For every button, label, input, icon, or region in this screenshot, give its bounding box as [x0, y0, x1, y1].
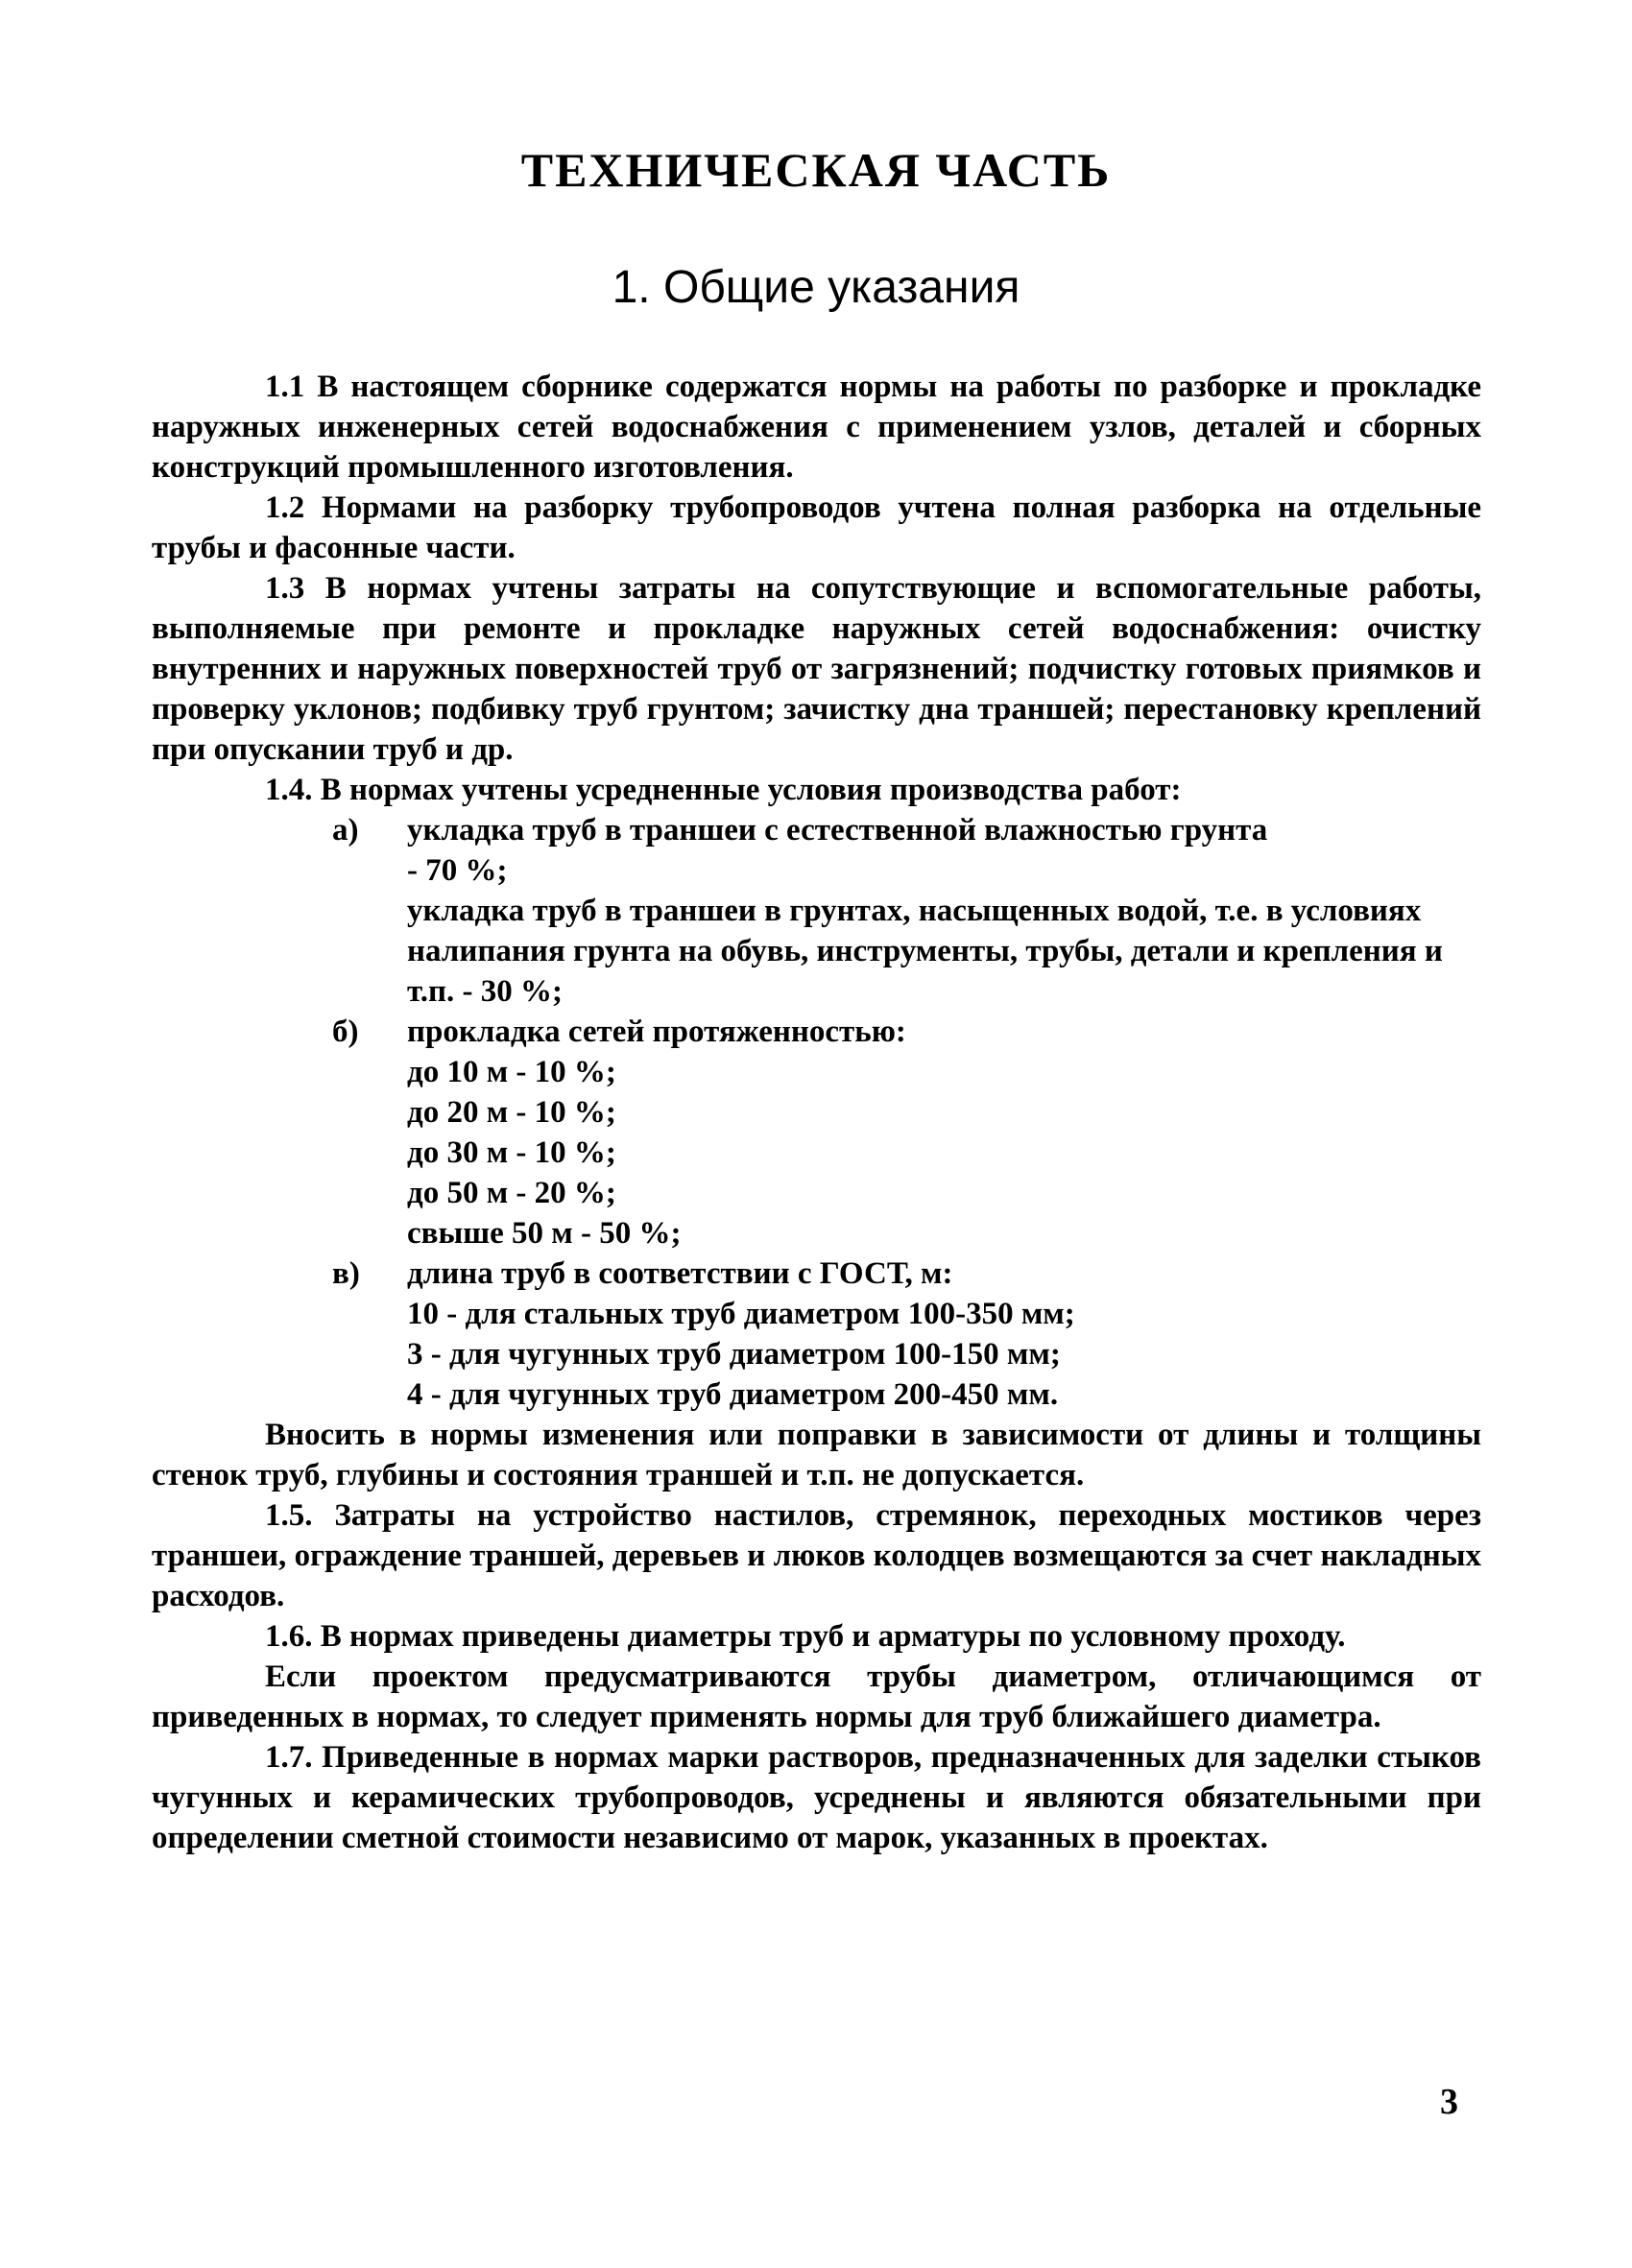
paragraph-1-3: 1.3 В нормах учтены затраты на сопутствующие и вспомогательные работы, выполняемые при ремонте и прокладке наружных сетей водоснабжения: очистку внутренних и наружных поверхностей труб от загрязнений; подчистку готовых приямков и проверку уклонов; подбивку труб грунтом; зачистку дна траншей; перестановку креплений при опускании труб и др.: [152, 571, 1481, 767]
list-content-b: [407, 1012, 1481, 1253]
list-a-line-1: укладка труб в траншеи с естественной влажностью грунта: [407, 813, 1268, 848]
conditions-list: [152, 810, 1481, 1415]
document-title: ТЕХНИЧЕСКАЯ ЧАСТЬ: [520, 143, 1112, 197]
paragraph-1-4: 1.4. В нормах учтены усредненные условия производства работ:: [265, 773, 1182, 807]
paragraph-diameter: Если проектом предусматриваются трубы диаметром, отличающимся от приведенных в нормах, то следует применять нормы для труб ближайшего диаметра.: [152, 1659, 1481, 1734]
list-b-line-5: до 50 м - 20 %;: [407, 1176, 616, 1210]
list-c-line-4: 4 - для чугунных труб диаметром 200-450 мм.: [407, 1377, 1059, 1412]
list-b-line-1: прокладка сетей протяженностью:: [407, 1015, 906, 1049]
list-item-c: [152, 1253, 1481, 1415]
list-b-line-3: до 20 м - 10 %;: [407, 1095, 616, 1130]
paragraph-1-6: 1.6. В нормах приведены диаметры труб и арматуры по условному проходу.: [265, 1619, 1346, 1654]
list-item-b: [152, 1012, 1481, 1253]
list-content-a: [407, 810, 1481, 1012]
paragraph-1-2: 1.2 Нормами на разборку трубопроводов учтена полная разборка на отдельные трубы и фасонные части.: [152, 490, 1481, 565]
list-b-line-2: до 10 м - 10 %;: [407, 1055, 616, 1089]
list-marker-c: в): [332, 1256, 360, 1291]
list-c-line-2: 10 - для стальных труб диаметром 100-350 мм;: [407, 1297, 1075, 1331]
list-content-c: [407, 1253, 1481, 1415]
section-title: 1. Общие указания: [612, 262, 1020, 313]
list-marker-a: а): [332, 813, 359, 848]
paragraph-changes: Вносить в нормы изменения или поправки в зависимости от длины и толщины стенок труб, глубины и состояния траншей и т.п. не допускается.: [152, 1418, 1481, 1492]
page-number: 3: [1440, 2082, 1458, 2122]
list-marker-b: б): [332, 1015, 359, 1049]
list-c-line-1: длина труб в соответствии с ГОСТ, м:: [407, 1256, 953, 1291]
list-b-line-6: свыше 50 м - 50 %;: [407, 1216, 682, 1251]
list-c-line-3: 3 - для чугунных труб диаметром 100-150 мм;: [407, 1337, 1061, 1372]
list-a-line-2: - 70 %;: [407, 853, 508, 888]
paragraph-1-1: 1.1 В настоящем сборнике содержатся нормы на работы по разборке и прокладке наружных инженерных сетей водоснабжения с применением узлов, деталей и сборных конструкций промышленного изготовления.: [152, 370, 1481, 485]
document-body: [152, 367, 1481, 1858]
paragraph-1-7: 1.7. Приведенные в нормах марки растворов, предназначенных для заделки стыков чугунных и керамических трубопроводов, усреднены и являются обязательными при определении сметной стоимости независимо от марок, указанных в проектах.: [152, 1740, 1481, 1855]
paragraph-1-5: 1.5. Затраты на устройство настилов, стремянок, переходных мостиков через траншеи, ограждение траншей, деревьев и люков колодцев возмещаются за счет накладных расходов.: [152, 1498, 1481, 1613]
list-b-line-4: до 30 м - 10 %;: [407, 1135, 616, 1170]
list-a-line-3: укладка труб в траншеи в грунтах, насыщенных водой, т.е. в условиях налипания грунта на обувь, инструменты, трубы, детали и крепления и т.п. - 30 %;: [407, 894, 1443, 1009]
list-item-a: [152, 810, 1481, 1012]
